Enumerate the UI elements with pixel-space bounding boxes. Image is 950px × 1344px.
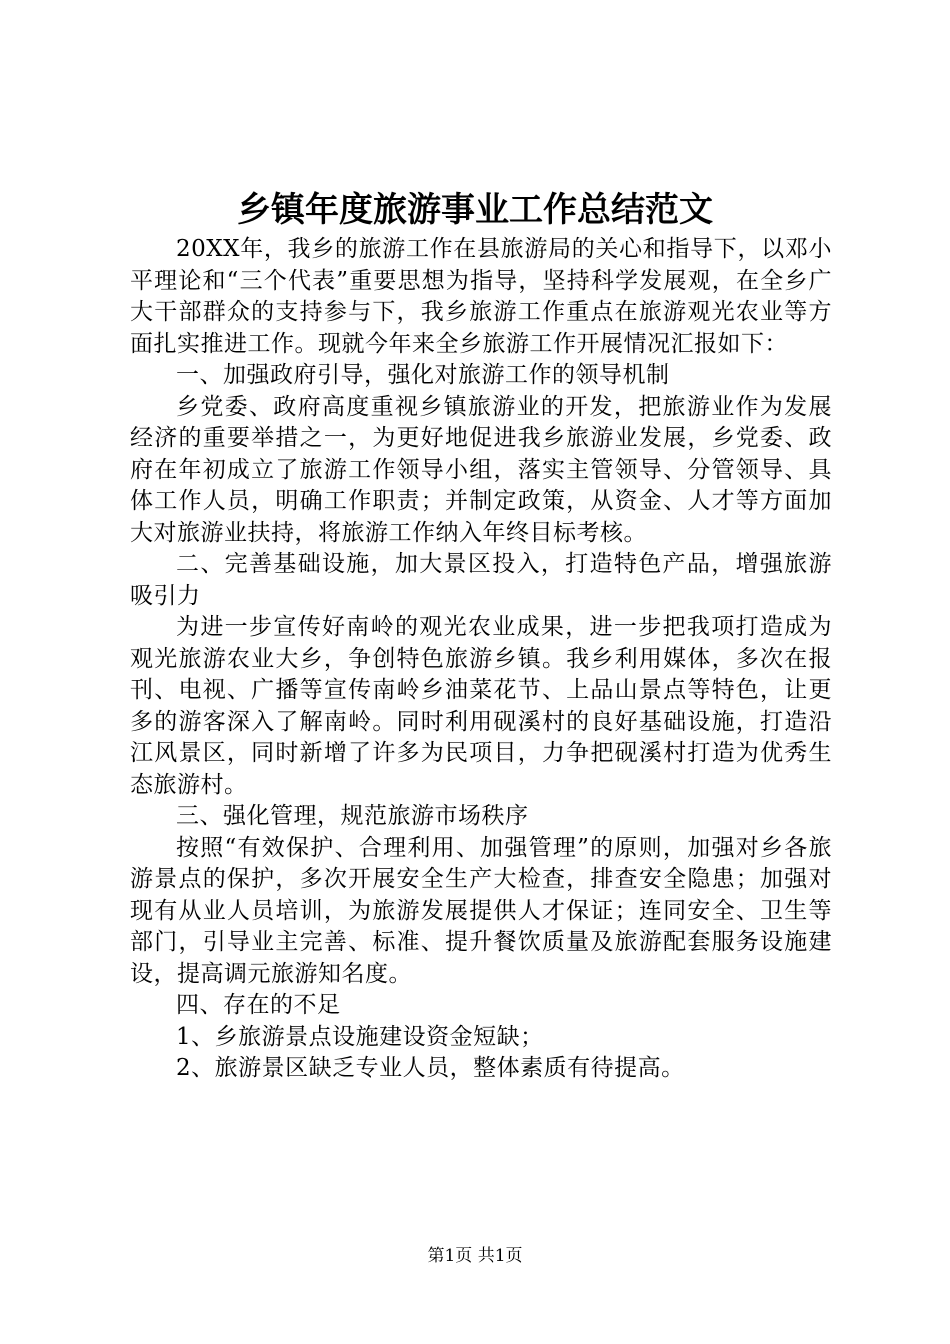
list-item-1: 1、乡旅游景点设施建设资金短缺；	[176, 1023, 544, 1050]
section-heading-1: 一、加强政府引导，强化对旅游工作的领导机制	[176, 362, 670, 388]
section-heading-4: 四、存在的不足	[176, 992, 341, 1018]
section-heading-3: 三、强化管理，规范旅游市场秩序	[176, 803, 529, 829]
page-footer: 第1页 共1页	[427, 1246, 523, 1266]
document-body	[130, 234, 832, 1085]
section-paragraph-1: 乡党委、政府高度重视乡镇旅游业的开发，把旅游业作为发展经济的重要举措之一，为更好地促进我乡旅游业发展，乡党委、政府在年初成立了旅游工作领导小组，落实主管领导、分管领导、具体工作人员，明确工作职责；并制定政策，从资金、人才等方面加大对旅游业扶持，将旅游工作纳入年终目标考核。	[130, 393, 832, 546]
section-paragraph-3: 按照“有效保护、合理利用、加强管理”的原则，加强对乡各旅游景点的保护，多次开展安全生产大检查，排查安全隐患；加强对现有从业人员培训，为旅游发展提供人才保证；连同安全、卫生等部门，引导业主完善、标准、提升餐饮质量及旅游配套服务设施建设，提高调元旅游知名度。	[130, 834, 832, 987]
document-title: 乡镇年度旅游事业工作总结范文	[237, 190, 713, 230]
section-paragraph-2: 为进一步宣传好南岭的观光农业成果，进一步把我项打造成为观光旅游农业大乡，争创特色旅游乡镇。我乡利用媒体，多次在报刊、电视、广播等宣传南岭乡油菜花节、上品山景点等特色，让更多的游客深入了解南岭。同时利用砚溪村的良好基础设施，打造沿江风景区，同时新增了许多为民项目，力争把砚溪村打造为优秀生态旅游村。	[130, 614, 832, 798]
list-item-2: 2、旅游景区缺乏专业人员，整体素质有待提高。	[176, 1055, 685, 1081]
intro-paragraph: 20XX年，我乡的旅游工作在县旅游局的关心和指导下，以邓小平理论和“三个代表”重要思想为指导，坚持科学发展观，在全乡广大干部群众的支持参与下，我乡旅游工作重点在旅游观光农业等方面扎实推进工作。现就今年来全乡旅游工作开展情况汇报如下：	[130, 236, 832, 357]
section-heading-2: 二、完善基础设施，加大景区投入，打造特色产品，增强旅游吸引力	[130, 551, 832, 609]
